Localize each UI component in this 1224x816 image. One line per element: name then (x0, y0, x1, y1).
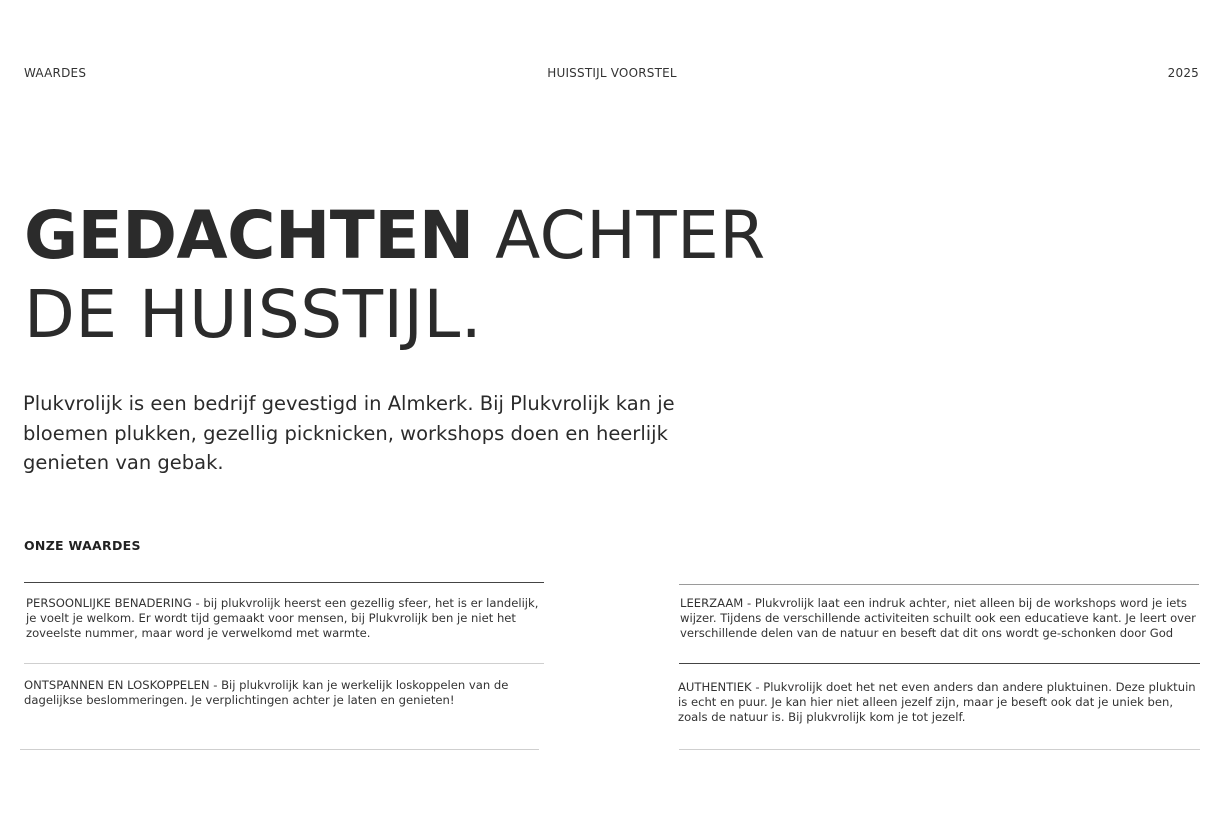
divider (20, 749, 539, 750)
divider (679, 663, 1200, 664)
values-section-label: ONZE WAARDES (24, 538, 141, 553)
title-line-2: DE HUISSTIJL. (24, 276, 483, 353)
divider (24, 582, 544, 583)
value-item-ontspannen-en-loskoppelen: ONTSPANNEN EN LOSKOPPELEN - Bij plukvrolijk kan je werkelijk loskoppelen van de dagelijkse beslommeringen. Je verplichtingen achter je laten en genieten! (24, 678, 509, 707)
value-item-authentiek: AUTHENTIEK - Plukvrolijk doet het net even anders dan andere pluktuinen. Deze pluktuin is echt en puur. Je kan hier niet alleen jezelf zijn, maar je beseft ook dat je uniek ben, zoals de natuur is. Bij plukvrolijk kom je tot jezelf. (678, 680, 1196, 724)
title-bold-word: GEDACHTEN (24, 197, 474, 274)
page-title (24, 196, 766, 354)
value-item-persoonlijke-benadering: PERSOONLIJKE BENADERING - bij plukvrolijk heerst een gezellig sfeer, het is er landelijk, je voelt je welkom. Er wordt tijd gemaakt voor mensen, bij Plukvrolijk ben je niet het zoveelste nummer, maar word je verwelkomd met warmte. (26, 596, 539, 640)
title-line-1 (24, 196, 766, 275)
divider (24, 663, 544, 664)
divider (679, 584, 1199, 585)
intro-paragraph: Plukvrolijk is een bedrijf gevestigd in Almkerk. Bij Plukvrolijk kan je bloemen plukken, gezellig picknicken, workshops doen en heerlijk genieten van gebak. (23, 392, 675, 474)
header-document-title: HUISSTIJL VOORSTEL (547, 66, 677, 80)
header-year: 2025 (1167, 66, 1199, 80)
title-light-word: ACHTER (495, 197, 766, 274)
divider (679, 749, 1200, 750)
value-item-leerzaam: LEERZAAM - Plukvrolijk laat een indruk achter, niet alleen bij de workshops word je iets wijzer. Tijdens de verschillende activiteiten schuilt ook een educatieve kant. Je leert over verschillende delen van de natuur en beseft dat dit ons wordt ge-schonken door God (680, 596, 1196, 640)
header-section-label: WAARDES (24, 66, 87, 80)
